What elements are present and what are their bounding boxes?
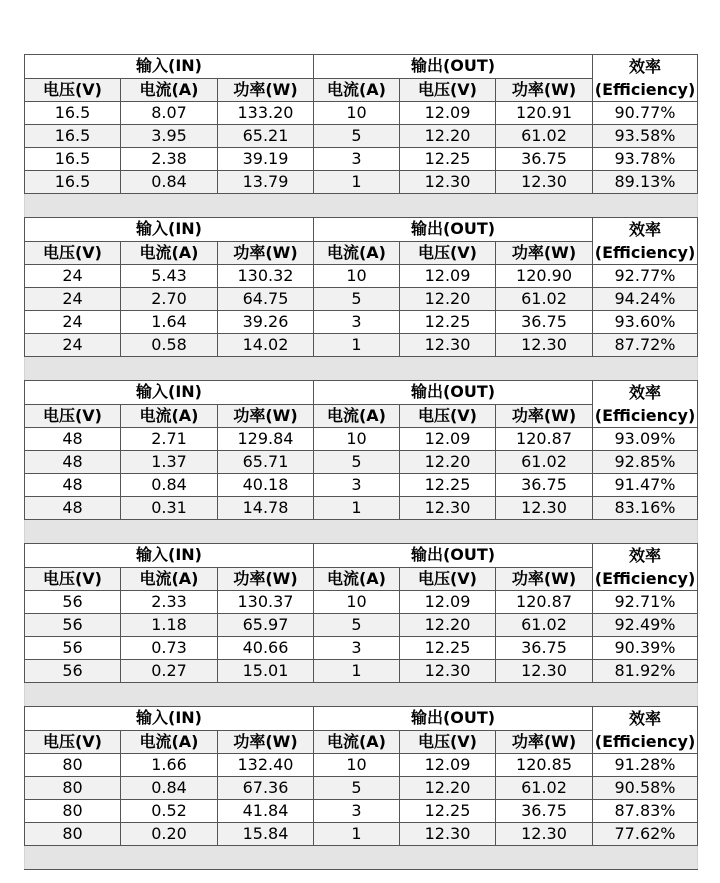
input-current-cell: 0.20 (121, 823, 218, 846)
efficiency-header (593, 218, 698, 265)
input-power-header: 功率(W) (218, 730, 314, 754)
group-header-row (25, 707, 698, 731)
table-row (25, 334, 698, 357)
output-power-cell: 12.30 (496, 823, 593, 846)
output-current-cell: 1 (314, 660, 400, 683)
efficiency-header-en: (Efficiency) (594, 80, 696, 99)
output-voltage-header: 电压(V) (400, 567, 496, 591)
input-current-cell: 0.58 (121, 334, 218, 357)
efficiency-table (24, 54, 698, 870)
output-current-cell: 5 (314, 451, 400, 474)
block-separator (25, 846, 698, 870)
input-current-cell: 2.33 (121, 591, 218, 614)
efficiency-header (593, 544, 698, 591)
group-header-row (25, 381, 698, 405)
input-current-cell: 0.52 (121, 800, 218, 823)
table-row (25, 428, 698, 451)
separator-band (25, 683, 698, 707)
input-power-cell: 132.40 (218, 754, 314, 777)
input-voltage-cell: 16.5 (25, 148, 121, 171)
output-power-cell: 36.75 (496, 148, 593, 171)
input-power-cell: 39.26 (218, 311, 314, 334)
output-power-cell: 61.02 (496, 614, 593, 637)
block-separator (25, 357, 698, 381)
table-row (25, 660, 698, 683)
input-voltage-cell: 24 (25, 265, 121, 288)
input-current-cell: 1.66 (121, 754, 218, 777)
separator-band (25, 520, 698, 544)
output-current-cell: 10 (314, 428, 400, 451)
input-power-cell: 40.66 (218, 637, 314, 660)
output-group-header: 输出(OUT) (314, 381, 593, 405)
efficiency-header-cn: 效率 (629, 709, 662, 728)
block-separator (25, 683, 698, 707)
input-voltage-header: 电压(V) (25, 78, 121, 102)
input-voltage-cell: 80 (25, 754, 121, 777)
efficiency-cell: 89.13% (593, 171, 698, 194)
input-power-cell: 129.84 (218, 428, 314, 451)
output-current-cell: 10 (314, 591, 400, 614)
input-power-cell: 65.71 (218, 451, 314, 474)
output-group-header: 输出(OUT) (314, 218, 593, 242)
table-row (25, 474, 698, 497)
output-voltage-cell: 12.30 (400, 497, 496, 520)
efficiency-cell: 92.49% (593, 614, 698, 637)
efficiency-header-cn: 效率 (629, 546, 662, 565)
output-power-cell: 36.75 (496, 800, 593, 823)
efficiency-cell: 81.92% (593, 660, 698, 683)
efficiency-cell: 77.62% (593, 823, 698, 846)
output-current-header: 电流(A) (314, 404, 400, 428)
efficiency-cell: 93.78% (593, 148, 698, 171)
input-power-cell: 67.36 (218, 777, 314, 800)
input-voltage-header: 电压(V) (25, 567, 121, 591)
efficiency-cell: 91.47% (593, 474, 698, 497)
output-voltage-cell: 12.25 (400, 474, 496, 497)
output-power-cell: 12.30 (496, 660, 593, 683)
output-power-header: 功率(W) (496, 241, 593, 265)
output-voltage-cell: 12.09 (400, 102, 496, 125)
input-voltage-cell: 16.5 (25, 102, 121, 125)
output-voltage-cell: 12.30 (400, 823, 496, 846)
input-current-header: 电流(A) (121, 404, 218, 428)
efficiency-header (593, 707, 698, 754)
output-power-header: 功率(W) (496, 404, 593, 428)
output-current-cell: 3 (314, 637, 400, 660)
input-power-cell: 130.32 (218, 265, 314, 288)
input-voltage-cell: 80 (25, 800, 121, 823)
output-power-cell: 61.02 (496, 777, 593, 800)
efficiency-cell: 87.83% (593, 800, 698, 823)
input-current-cell: 5.43 (121, 265, 218, 288)
output-current-cell: 3 (314, 474, 400, 497)
input-power-header: 功率(W) (218, 78, 314, 102)
block-separator (25, 520, 698, 544)
input-current-header: 电流(A) (121, 241, 218, 265)
efficiency-cell: 93.58% (593, 125, 698, 148)
input-current-cell: 0.31 (121, 497, 218, 520)
output-current-cell: 1 (314, 334, 400, 357)
efficiency-cell: 83.16% (593, 497, 698, 520)
output-power-cell: 12.30 (496, 334, 593, 357)
input-current-cell: 1.37 (121, 451, 218, 474)
group-header-row (25, 218, 698, 242)
efficiency-cell: 90.39% (593, 637, 698, 660)
output-power-cell: 36.75 (496, 474, 593, 497)
efficiency-header (593, 381, 698, 428)
input-power-header: 功率(W) (218, 567, 314, 591)
input-current-header: 电流(A) (121, 730, 218, 754)
input-power-cell: 40.18 (218, 474, 314, 497)
efficiency-cell: 91.28% (593, 754, 698, 777)
input-power-cell: 14.78 (218, 497, 314, 520)
table-row (25, 777, 698, 800)
table-row (25, 148, 698, 171)
input-current-cell: 2.38 (121, 148, 218, 171)
output-current-cell: 10 (314, 265, 400, 288)
output-voltage-cell: 12.20 (400, 288, 496, 311)
input-voltage-cell: 56 (25, 660, 121, 683)
output-current-cell: 3 (314, 148, 400, 171)
table-row (25, 754, 698, 777)
table-row (25, 497, 698, 520)
output-current-cell: 3 (314, 311, 400, 334)
output-group-header: 输出(OUT) (314, 55, 593, 79)
input-current-header: 电流(A) (121, 78, 218, 102)
efficiency-header-cn: 效率 (629, 383, 662, 402)
output-group-header: 输出(OUT) (314, 707, 593, 731)
table-row (25, 125, 698, 148)
output-current-cell: 10 (314, 102, 400, 125)
input-voltage-cell: 56 (25, 614, 121, 637)
output-voltage-header: 电压(V) (400, 404, 496, 428)
input-power-cell: 64.75 (218, 288, 314, 311)
input-power-header: 功率(W) (218, 404, 314, 428)
output-current-cell: 3 (314, 800, 400, 823)
output-current-cell: 1 (314, 823, 400, 846)
input-power-cell: 14.02 (218, 334, 314, 357)
input-power-cell: 15.01 (218, 660, 314, 683)
output-power-header: 功率(W) (496, 78, 593, 102)
input-voltage-cell: 48 (25, 474, 121, 497)
table-row (25, 311, 698, 334)
input-current-header: 电流(A) (121, 567, 218, 591)
input-group-header: 输入(IN) (25, 218, 314, 242)
output-power-cell: 61.02 (496, 288, 593, 311)
efficiency-header-cn: 效率 (629, 220, 662, 239)
output-power-cell: 12.30 (496, 171, 593, 194)
input-voltage-cell: 56 (25, 637, 121, 660)
output-voltage-cell: 12.09 (400, 591, 496, 614)
efficiency-cell: 92.77% (593, 265, 698, 288)
output-voltage-header: 电压(V) (400, 241, 496, 265)
input-voltage-header: 电压(V) (25, 730, 121, 754)
output-current-cell: 5 (314, 777, 400, 800)
input-power-cell: 39.19 (218, 148, 314, 171)
output-voltage-header: 电压(V) (400, 730, 496, 754)
output-voltage-header: 电压(V) (400, 78, 496, 102)
output-power-header: 功率(W) (496, 567, 593, 591)
separator-band (25, 194, 698, 218)
table-row (25, 637, 698, 660)
table-row (25, 171, 698, 194)
output-current-cell: 5 (314, 288, 400, 311)
table-row (25, 800, 698, 823)
output-power-cell: 36.75 (496, 637, 593, 660)
input-power-cell: 133.20 (218, 102, 314, 125)
table-row (25, 591, 698, 614)
input-current-cell: 2.71 (121, 428, 218, 451)
table-row (25, 451, 698, 474)
block-separator (25, 194, 698, 218)
output-current-cell: 10 (314, 754, 400, 777)
output-voltage-cell: 12.20 (400, 451, 496, 474)
output-power-cell: 61.02 (496, 451, 593, 474)
output-power-cell: 36.75 (496, 311, 593, 334)
separator-band (25, 357, 698, 381)
input-power-header: 功率(W) (218, 241, 314, 265)
efficiency-cell: 93.60% (593, 311, 698, 334)
output-voltage-cell: 12.25 (400, 148, 496, 171)
output-power-cell: 120.91 (496, 102, 593, 125)
efficiency-table-sheet (24, 54, 697, 870)
output-voltage-cell: 12.20 (400, 777, 496, 800)
efficiency-cell: 94.24% (593, 288, 698, 311)
input-current-cell: 0.73 (121, 637, 218, 660)
output-current-cell: 5 (314, 614, 400, 637)
output-voltage-cell: 12.25 (400, 800, 496, 823)
output-power-header: 功率(W) (496, 730, 593, 754)
efficiency-header (593, 55, 698, 102)
output-voltage-cell: 12.09 (400, 754, 496, 777)
input-power-cell: 130.37 (218, 591, 314, 614)
output-power-cell: 120.85 (496, 754, 593, 777)
input-power-cell: 65.97 (218, 614, 314, 637)
input-current-cell: 3.95 (121, 125, 218, 148)
efficiency-cell: 90.58% (593, 777, 698, 800)
input-voltage-cell: 24 (25, 334, 121, 357)
input-group-header: 输入(IN) (25, 381, 314, 405)
output-current-cell: 1 (314, 171, 400, 194)
table-row (25, 102, 698, 125)
input-current-cell: 8.07 (121, 102, 218, 125)
output-current-cell: 1 (314, 497, 400, 520)
efficiency-header-en: (Efficiency) (594, 406, 696, 425)
input-power-cell: 65.21 (218, 125, 314, 148)
output-power-cell: 120.87 (496, 428, 593, 451)
input-voltage-cell: 24 (25, 288, 121, 311)
output-power-cell: 120.87 (496, 591, 593, 614)
output-power-cell: 12.30 (496, 497, 593, 520)
output-current-header: 电流(A) (314, 241, 400, 265)
input-voltage-cell: 80 (25, 823, 121, 846)
input-voltage-cell: 16.5 (25, 171, 121, 194)
output-current-header: 电流(A) (314, 730, 400, 754)
output-voltage-cell: 12.09 (400, 265, 496, 288)
group-header-row (25, 55, 698, 79)
input-current-cell: 0.84 (121, 171, 218, 194)
efficiency-cell: 93.09% (593, 428, 698, 451)
table-row (25, 614, 698, 637)
table-row (25, 265, 698, 288)
output-voltage-cell: 12.20 (400, 614, 496, 637)
input-power-cell: 13.79 (218, 171, 314, 194)
output-group-header: 输出(OUT) (314, 544, 593, 568)
input-group-header: 输入(IN) (25, 55, 314, 79)
input-group-header: 输入(IN) (25, 707, 314, 731)
input-voltage-cell: 56 (25, 591, 121, 614)
efficiency-cell: 90.77% (593, 102, 698, 125)
output-power-cell: 61.02 (496, 125, 593, 148)
efficiency-header-cn: 效率 (629, 57, 662, 76)
input-current-cell: 1.64 (121, 311, 218, 334)
table-row (25, 823, 698, 846)
input-voltage-cell: 48 (25, 428, 121, 451)
input-power-cell: 41.84 (218, 800, 314, 823)
input-voltage-header: 电压(V) (25, 404, 121, 428)
input-voltage-cell: 48 (25, 497, 121, 520)
output-current-cell: 5 (314, 125, 400, 148)
output-voltage-cell: 12.30 (400, 660, 496, 683)
input-current-cell: 0.27 (121, 660, 218, 683)
efficiency-table-body (25, 55, 698, 870)
input-current-cell: 2.70 (121, 288, 218, 311)
output-voltage-cell: 12.30 (400, 171, 496, 194)
efficiency-cell: 92.85% (593, 451, 698, 474)
output-current-header: 电流(A) (314, 567, 400, 591)
output-power-cell: 120.90 (496, 265, 593, 288)
efficiency-header-en: (Efficiency) (594, 243, 696, 262)
output-voltage-cell: 12.25 (400, 311, 496, 334)
input-voltage-header: 电压(V) (25, 241, 121, 265)
input-current-cell: 0.84 (121, 474, 218, 497)
input-group-header: 输入(IN) (25, 544, 314, 568)
efficiency-header-en: (Efficiency) (594, 732, 696, 751)
input-voltage-cell: 48 (25, 451, 121, 474)
table-row (25, 288, 698, 311)
output-voltage-cell: 12.20 (400, 125, 496, 148)
separator-band (25, 846, 698, 870)
output-voltage-cell: 12.09 (400, 428, 496, 451)
output-current-header: 电流(A) (314, 78, 400, 102)
output-voltage-cell: 12.25 (400, 637, 496, 660)
efficiency-header-en: (Efficiency) (594, 569, 696, 588)
input-current-cell: 0.84 (121, 777, 218, 800)
input-voltage-cell: 80 (25, 777, 121, 800)
efficiency-cell: 92.71% (593, 591, 698, 614)
input-current-cell: 1.18 (121, 614, 218, 637)
output-voltage-cell: 12.30 (400, 334, 496, 357)
input-voltage-cell: 16.5 (25, 125, 121, 148)
efficiency-cell: 87.72% (593, 334, 698, 357)
group-header-row (25, 544, 698, 568)
input-voltage-cell: 24 (25, 311, 121, 334)
input-power-cell: 15.84 (218, 823, 314, 846)
